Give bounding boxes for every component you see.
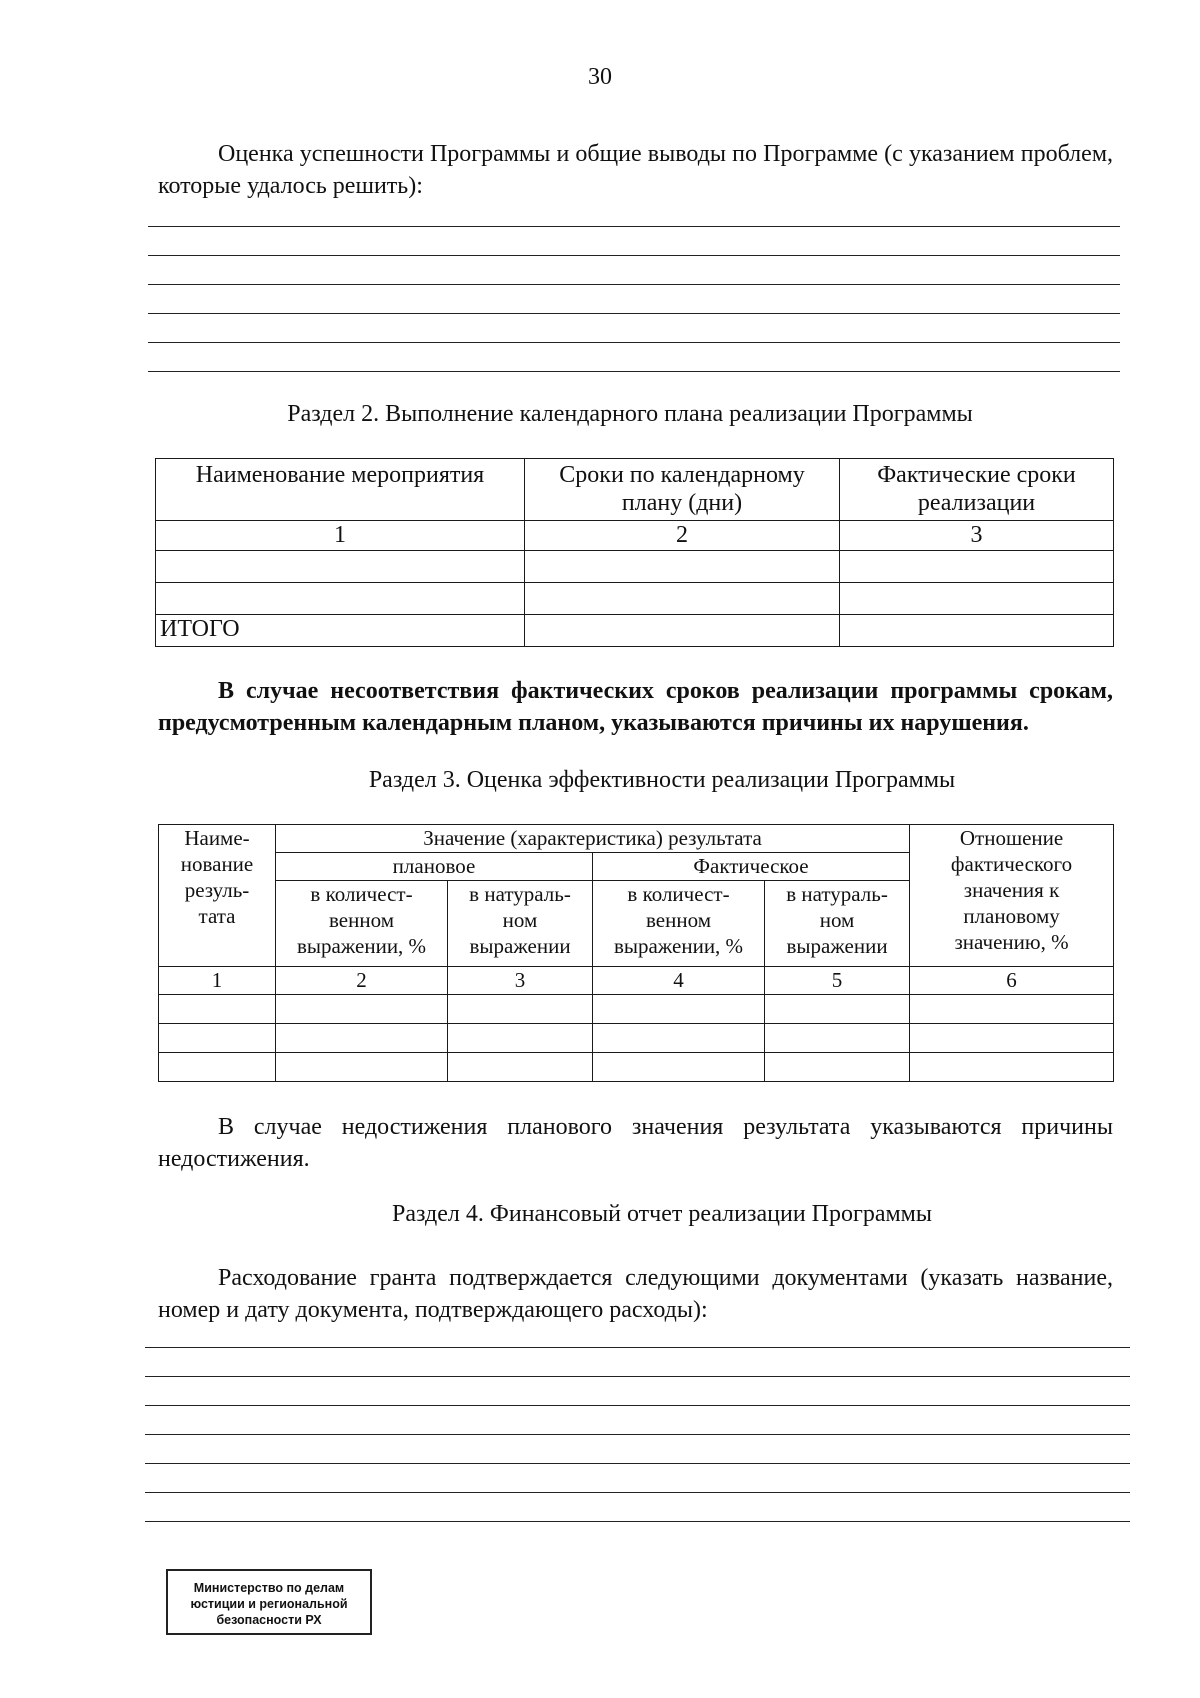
col-actual-dates: Фактические сроки реализации [840, 459, 1114, 521]
col-number: 3 [448, 967, 593, 995]
table-header-row [156, 459, 1114, 521]
col-number: 2 [525, 521, 840, 551]
sub-actual-quantity: в количест- венном выражении, % [593, 881, 765, 967]
table-row [156, 551, 1114, 583]
group-planned: плановое [276, 853, 593, 881]
efficiency-table [158, 824, 1114, 1082]
col-number: 2 [276, 967, 448, 995]
sub-planned-quantity: в количест- венном выражении, % [276, 881, 448, 967]
intro-paragraph: Оценка успешности Программы и общие выводы по Программе (с указанием проблем, которые удалось решить): [158, 141, 1113, 199]
col-number: 6 [910, 967, 1114, 995]
col-number: 5 [765, 967, 910, 995]
stamp-line: Министерство по делам [193, 1581, 345, 1595]
ministry-stamp [166, 1569, 372, 1635]
column-number-row [156, 521, 1114, 551]
stamp-line: безопасности РХ [216, 1613, 322, 1627]
section2-note: В случае несоответствия фактических сроков реализации программы срокам, предусмотренным календарным планом, указываются причины их нарушения. [158, 678, 1113, 736]
col-result-name: Наиме- нование резуль- тата [159, 825, 276, 967]
section3-note: В случае недостижения планового значения результата указываются причины недостижения. [158, 1114, 1113, 1172]
section4-title: Раздел 4. Финансовый отчет реализации Программы [392, 1201, 932, 1227]
group-result-value: Значение (характеристика) результата [276, 825, 910, 853]
table-row [159, 1053, 1114, 1082]
table-row [159, 995, 1114, 1024]
sub-planned-natural: в натураль- ном выражении [448, 881, 593, 967]
group-actual: Фактическое [593, 853, 910, 881]
table-row [159, 1024, 1114, 1053]
column-number-row [159, 967, 1114, 995]
section4-paragraph: Расходование гранта подтверждается следующими документами (указать название, номер и дату документа, подтверждающего расходы): [158, 1265, 1113, 1323]
stamp-line: юстиции и региональной [190, 1597, 348, 1611]
section3-title: Раздел 3. Оценка эффективности реализации Программы [368, 767, 956, 793]
col-number: 4 [593, 967, 765, 995]
col-number: 1 [156, 521, 525, 551]
total-label: ИТОГО [156, 615, 525, 647]
section2-title: Раздел 2. Выполнение календарного плана реализации Программы [287, 401, 973, 427]
col-number: 1 [159, 967, 276, 995]
col-event-name: Наименование мероприятия [156, 459, 525, 521]
calendar-plan-table [155, 458, 1114, 647]
col-ratio: Отношение фактического значения к плановому значению, % [910, 825, 1114, 967]
page-number: 30 [588, 64, 612, 90]
table-row [156, 583, 1114, 615]
col-planned-dates: Сроки по календарному плану (дни) [525, 459, 840, 521]
sub-actual-natural: в натураль- ном выражении [765, 881, 910, 967]
total-row [156, 615, 1114, 647]
col-number: 3 [840, 521, 1114, 551]
